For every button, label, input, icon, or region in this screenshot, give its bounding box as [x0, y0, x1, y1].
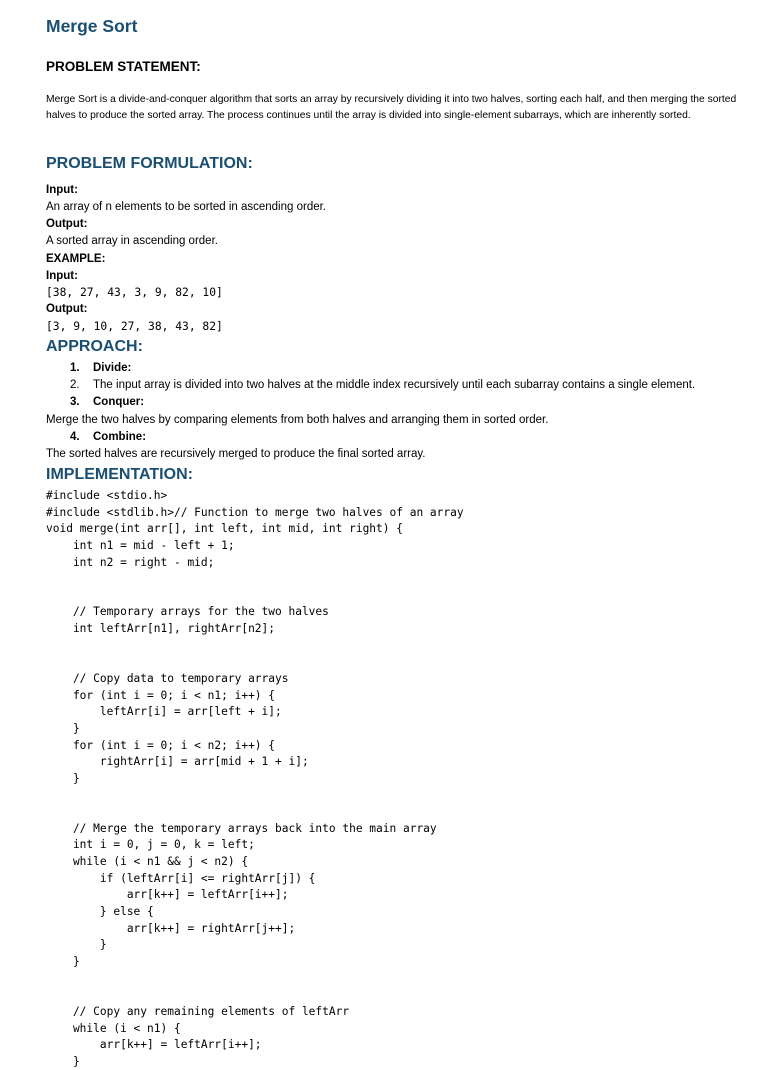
step-number: 1.: [70, 362, 80, 374]
output-label: Output:: [46, 218, 88, 230]
combine-description: The sorted halves are recursively merged to produce the final sorted array.: [46, 448, 426, 460]
problem-statement-heading: PROBLEM STATEMENT:: [46, 59, 201, 74]
code-line: arr[k++] = leftArr[i++];: [46, 1038, 262, 1052]
example-output-array: [3, 9, 10, 27, 38, 43, 82]: [46, 320, 223, 333]
page-title: Merge Sort: [46, 16, 138, 36]
approach-step-conquer: [70, 396, 144, 408]
step-text: The input array is divided into two halves at the middle index recursively until each subarray contains a single element.: [93, 379, 696, 391]
code-line: [46, 788, 464, 805]
code-line: arr[k++] = rightArr[j++];: [46, 921, 296, 935]
code-line: int n1 = mid - left + 1;: [46, 538, 235, 552]
input-label: Input:: [46, 184, 78, 196]
code-line: void merge(int arr[], int left, int mid, int right) {: [46, 522, 403, 536]
code-line: [46, 804, 464, 821]
step-number: 4.: [70, 431, 80, 443]
code-line: [46, 588, 464, 605]
code-line: arr[k++] = leftArr[i++];: [46, 888, 289, 902]
code-line: #include <stdlib.h>// Function to merge two halves of an array: [46, 505, 464, 519]
step-text: Combine:: [93, 431, 147, 443]
code-line: [46, 571, 464, 588]
code-line: [46, 987, 464, 1004]
code-line: }: [46, 954, 80, 968]
code-line: rightArr[i] = arr[mid + 1 + i];: [46, 755, 309, 769]
code-line: [46, 638, 464, 655]
problem-statement-text: Merge Sort is a divide-and-conquer algorithm that sorts an array by recursively dividing it into two halves, sorting each half, and then merging the sorted halves to produce the sorted array. The process continues until the array is divided into single-element subarrays, which are inherently sorted.: [46, 94, 737, 121]
code-line: int i = 0, j = 0, k = left;: [46, 838, 255, 852]
output-description: A sorted array in ascending order.: [46, 235, 218, 247]
example-input-array: [38, 27, 43, 3, 9, 82, 10]: [46, 286, 223, 299]
code-line: }: [46, 1054, 80, 1068]
step-text: Conquer:: [93, 396, 145, 408]
code-line: }: [46, 771, 80, 785]
code-line: int n2 = right - mid;: [46, 555, 215, 569]
approach-step-combine: [70, 431, 146, 443]
code-line: // Temporary arrays for the two halves: [46, 605, 329, 619]
code-line: } else {: [46, 905, 154, 919]
step-text: Divide:: [93, 362, 132, 374]
problem-formulation-heading: PROBLEM FORMULATION:: [46, 155, 253, 172]
code-line: for (int i = 0; i < n2; i++) {: [46, 738, 276, 752]
approach-heading: APPROACH:: [46, 338, 143, 355]
step-number: 2.: [70, 379, 80, 391]
code-line: // Merge the temporary arrays back into the main array: [46, 821, 437, 835]
code-line: }: [46, 938, 107, 952]
code-line: while (i < n1) {: [46, 1021, 181, 1035]
code-line: if (leftArr[i] <= rightArr[j]) {: [46, 871, 316, 885]
step-number: 3.: [70, 396, 80, 408]
approach-step-split: [70, 379, 695, 391]
example-label: EXAMPLE:: [46, 253, 106, 265]
code-line: #include <stdio.h>: [46, 489, 168, 502]
example-input-label: Input:: [46, 270, 78, 282]
code-line: // Copy data to temporary arrays: [46, 672, 289, 686]
code-line: int leftArr[n1], rightArr[n2];: [46, 622, 276, 636]
code-line: [46, 654, 464, 671]
approach-step-divide: [70, 362, 131, 374]
code-line: leftArr[i] = arr[left + i];: [46, 705, 282, 719]
code-line: [46, 971, 464, 988]
input-description: An array of n elements to be sorted in ascending order.: [46, 201, 326, 213]
code-block: [46, 488, 464, 1070]
code-line: for (int i = 0; i < n1; i++) {: [46, 688, 276, 702]
example-output-label: Output:: [46, 303, 88, 315]
code-line: }: [46, 721, 80, 735]
code-line: // Copy any remaining elements of leftArr: [46, 1004, 350, 1018]
implementation-heading: IMPLEMENTATION:: [46, 466, 193, 483]
code-line: while (i < n1 && j < n2) {: [46, 855, 249, 869]
conquer-description: Merge the two halves by comparing elements from both halves and arranging them in sorted order.: [46, 414, 549, 426]
